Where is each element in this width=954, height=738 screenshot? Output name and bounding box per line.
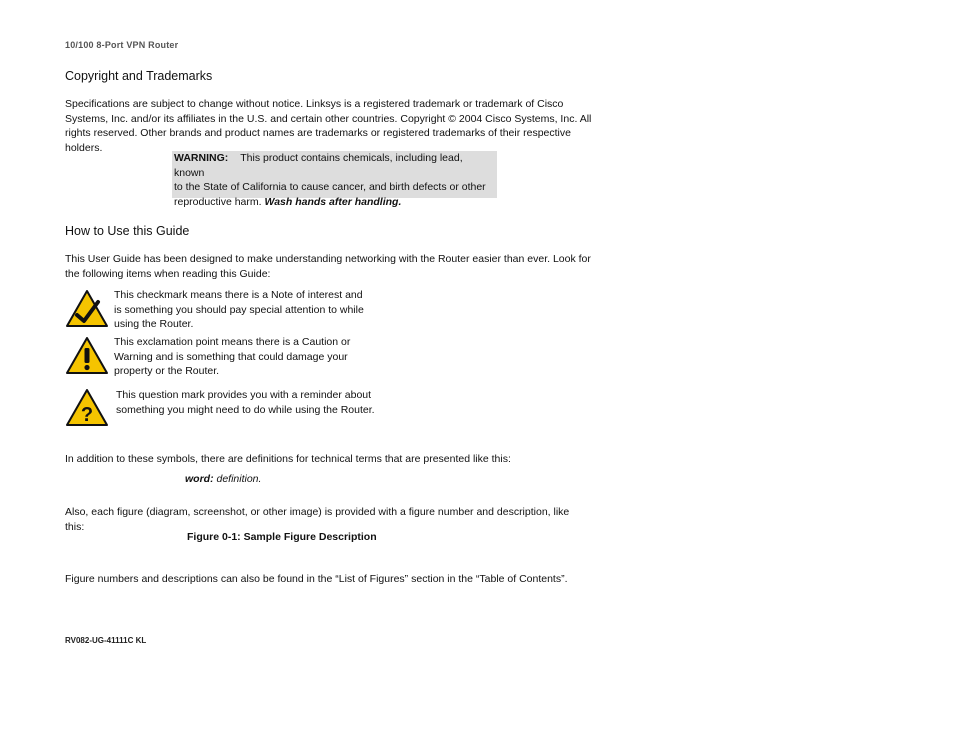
figures-line: Also, each figure (diagram, screenshot, or other image) is provided with a figure number and description, like bbox=[65, 506, 570, 518]
figure-caption-sample: Figure 0-1: Sample Figure Description bbox=[187, 531, 377, 543]
copyright-line: rights reserved. Other brands and product names are trademarks or registered trademarks of their respective bbox=[65, 127, 571, 139]
symbol-line: property or the Router. bbox=[114, 365, 220, 377]
copyright-heading: Copyright and Trademarks bbox=[65, 69, 213, 83]
symbol-line: is something you should pay special attention to while bbox=[114, 303, 364, 316]
definitions-intro: In addition to these symbols, there are definitions for technical terms that are presented like this: bbox=[65, 453, 511, 465]
warning-label: WARNING: bbox=[174, 152, 229, 164]
definition-example bbox=[185, 472, 261, 487]
symbol-line: something you might need to do while using the Router. bbox=[116, 403, 375, 416]
warning-text: reproductive harm. bbox=[174, 195, 265, 208]
header-title: 10/100 8-Port VPN Router bbox=[65, 40, 179, 50]
term-word: word: bbox=[185, 473, 214, 485]
symbol-line: Warning and is something that could damage your bbox=[114, 350, 348, 363]
copyright-line: Systems, Inc. and/or its affiliates in the U.S. and certain other countries. Copyright © 2004 Cisco Systems, Inc. All bbox=[65, 112, 592, 125]
warning-box bbox=[172, 151, 497, 208]
guide-line: This User Guide has been designed to make understanding networking with the Router easier than ever. Look for bbox=[65, 253, 591, 265]
warning-emphasis: Wash hands after handling. bbox=[264, 195, 402, 208]
svg-text:?: ? bbox=[80, 404, 94, 426]
guide-paragraph bbox=[65, 252, 591, 281]
guide-line: the following items when reading this Guide: bbox=[65, 267, 271, 280]
copyright-line: holders. bbox=[65, 141, 103, 154]
exclamation-icon bbox=[65, 336, 109, 376]
checkmark-note bbox=[114, 288, 364, 332]
checkmark-icon bbox=[65, 289, 109, 329]
figures-paragraph bbox=[65, 505, 569, 534]
question-mark-icon bbox=[65, 388, 109, 428]
warning-text: This product contains chemicals, including lead, known bbox=[174, 152, 463, 179]
symbol-line: This checkmark means there is a Note of interest and bbox=[114, 289, 363, 301]
guide-heading: How to Use this Guide bbox=[65, 224, 190, 238]
figures-note: Figure numbers and descriptions can also be found in the “List of Figures” section in the “Table of Contents”. bbox=[65, 573, 568, 585]
symbol-line: This question mark provides you with a reminder about bbox=[116, 389, 372, 401]
copyright-line: Specifications are subject to change without notice. Linksys is a registered trademark or trademark of Cisco bbox=[65, 98, 564, 110]
symbol-line: This exclamation point means there is a Caution or bbox=[114, 336, 351, 348]
warning-text: to the State of California to cause cancer, and birth defects or other bbox=[174, 181, 486, 193]
term-definition: definition. bbox=[213, 473, 262, 485]
symbol-line: using the Router. bbox=[114, 318, 194, 330]
document-code: RV082-UG-41111C KL bbox=[65, 636, 147, 645]
exclamation-note bbox=[114, 335, 350, 379]
question-mark-note bbox=[116, 388, 375, 417]
copyright-paragraph bbox=[65, 97, 591, 155]
figures-line: this: bbox=[65, 520, 85, 533]
